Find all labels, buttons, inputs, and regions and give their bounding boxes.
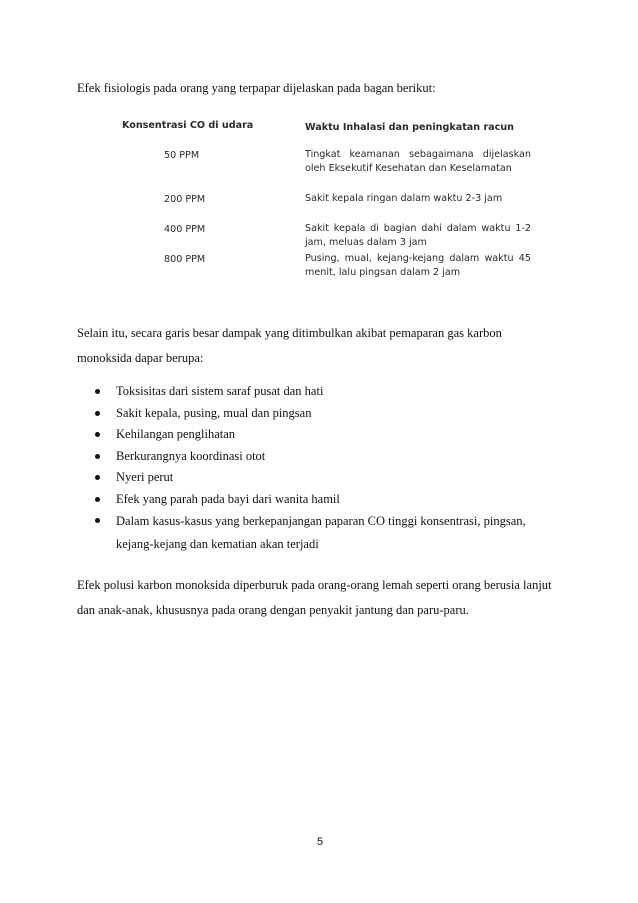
table-row-concentration: 400 PPM [164, 224, 206, 235]
paragraph-conclusion-text: Efek polusi karbon monoksida diperburuk pada orang-orang lemah seperti orang berusia lanjut dan anak-anak, khususnya pada orang dengan penyakit jantung dan paru-paru. [77, 578, 552, 617]
table-row-concentration: 50 PPM [164, 150, 200, 161]
list-item: Berkurangnya koordinasi otot [94, 446, 564, 468]
bullet-icon [95, 411, 100, 416]
list-item: Sakit kepala, pusing, mual dan pingsan [94, 403, 564, 425]
list-item: Toksisitas dari sistem saraf pusat dan hati [94, 381, 564, 403]
table-row-effect: Sakit kepala ringan dalam waktu 2-3 jam [305, 193, 503, 204]
list-item: Dalam kasus-kasus yang berkepanjangan paparan CO tinggi konsentrasi, pingsan, kejang-kejang dan kematian akan terjadi [94, 510, 564, 556]
paragraph-effects [77, 321, 559, 371]
table-row-concentration: 200 PPM [164, 194, 206, 205]
table-header-effect: Waktu Inhalasi dan peningkatan racun [305, 122, 514, 133]
table-row-effect: Tingkat keamanan sebagaimana dijelaskan oleh Eksekutif Kesehatan dan Keselamatan [305, 149, 531, 174]
bullet-icon [95, 475, 100, 480]
table-row-effect: Sakit kepala di bagian dahi dalam waktu 1-2 jam, meluas dalam 3 jam [305, 223, 531, 248]
effects-list [94, 381, 564, 556]
list-item: Efek yang parah pada bayi dari wanita hamil [94, 489, 564, 511]
bullet-icon [95, 389, 100, 394]
bullet-icon [95, 454, 100, 459]
co-effects-table [118, 112, 534, 298]
intro-text: Efek fisiologis pada orang yang terpapar dijelaskan pada bagan berikut: [77, 81, 436, 95]
page-number: 5 [316, 836, 324, 848]
list-item: Nyeri perut [94, 467, 564, 489]
table-header-concentration: Konsentrasi CO di udara [122, 120, 254, 131]
bullet-icon [95, 432, 100, 437]
paragraph-effects-text: Selain itu, secara garis besar dampak yang ditimbulkan akibat pemaparan gas karbon monoksida dapar berupa: [77, 326, 502, 365]
table-row-concentration: 800 PPM [164, 254, 206, 265]
list-item: Kehilangan penglihatan [94, 424, 564, 446]
bullet-icon [95, 497, 100, 502]
table-row-effect: Pusing, mual, kejang-kejang dalam waktu 45 menit, lalu pingsan dalam 2 jam [305, 253, 531, 278]
paragraph-conclusion [77, 573, 559, 623]
bullet-icon [95, 518, 100, 523]
